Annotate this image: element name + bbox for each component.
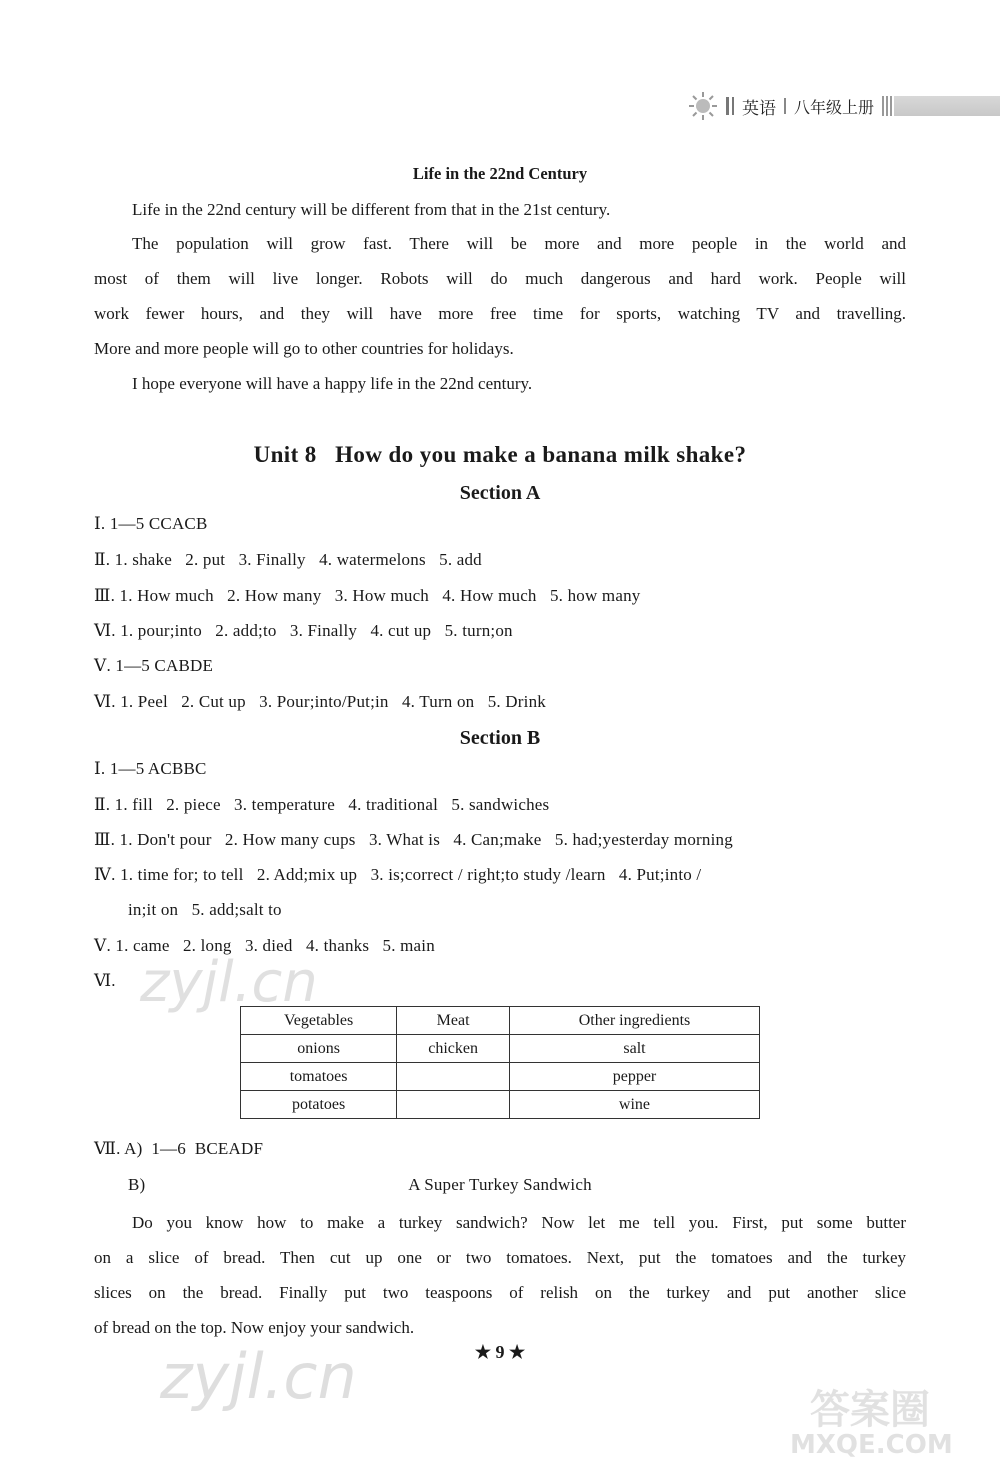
page-header <box>688 90 1000 122</box>
story-line: More and more people will go to other countries for holidays. <box>94 339 514 358</box>
header-divider <box>726 97 729 115</box>
sandwich-line: of bread on the top. Now enjoy your sandwich. <box>94 1318 415 1337</box>
watermark-mxqe: MXQE.COM <box>790 1430 953 1460</box>
header-band <box>894 96 1000 116</box>
sandwich-paragraph <box>94 1205 906 1345</box>
table-header-cell: Other ingredients <box>509 1007 759 1035</box>
answer-line: Ⅴ. 1. came 2. long 3. died 4. thanks 5. main <box>94 936 435 955</box>
table-cell: chicken <box>397 1035 510 1063</box>
table-header-cell: Meat <box>397 1007 510 1035</box>
header-stripes <box>882 96 892 116</box>
story-title: Life in the 22nd Century <box>412 164 588 183</box>
answer-line: Ⅲ. 1. How much 2. How many 3. How much 4. How much 5. how many <box>94 586 641 605</box>
story-line: most of them will live longer. Robots will do much dangerous and hard work. People will <box>94 269 906 288</box>
story-line: The population will grow fast. There will be more and more people in the world and <box>132 234 906 253</box>
table-cell: tomatoes <box>241 1063 397 1091</box>
table-cell: wine <box>509 1091 759 1119</box>
story-line: I hope everyone will have a happy life in the 22nd century. <box>132 374 533 393</box>
table-cell <box>397 1063 510 1091</box>
answer-line: Ⅵ. <box>94 971 116 990</box>
table-row <box>241 1035 760 1063</box>
table-header-row <box>241 1007 760 1035</box>
sandwich-line: slices on the bread. Finally put two teaspoons of relish on the turkey and put another slice <box>94 1283 906 1302</box>
table-cell: potatoes <box>241 1091 397 1119</box>
answer-line: Ⅲ. 1. Don't pour 2. How many cups 3. What is 4. Can;make 5. had;yesterday morning <box>94 830 733 849</box>
section-a-title: Section A <box>459 482 541 504</box>
answer-line: Ⅱ. 1. fill 2. piece 3. temperature 4. traditional 5. sandwiches <box>94 795 550 814</box>
story-paragraph-2 <box>94 226 906 366</box>
unit-title: Unit 8 How do you make a banana milk shake? <box>253 442 747 467</box>
table-header-cell: Vegetables <box>241 1007 397 1035</box>
table-cell: salt <box>509 1035 759 1063</box>
answer-line: Ⅱ. 1. shake 2. put 3. Finally 4. watermelons 5. add <box>94 550 482 569</box>
answer-line: Ⅰ. 1—5 ACBBC <box>94 759 207 778</box>
answer-line: Ⅴ. 1—5 CABDE <box>94 656 214 675</box>
header-subject: 英语 <box>742 98 776 119</box>
sandwich-title: A Super Turkey Sandwich <box>408 1175 592 1194</box>
table-cell: onions <box>241 1035 397 1063</box>
table-cell <box>397 1091 510 1119</box>
ingredients-table <box>240 1006 760 1119</box>
answer-line: Ⅵ. 1. pour;into 2. add;to 3. Finally 4. cut up 5. turn;on <box>94 621 513 640</box>
sandwich-line: on a slice of bread. Then cut up one or two tomatoes. Next, put the tomatoes and the turkey <box>94 1248 906 1267</box>
table-cell: pepper <box>509 1063 759 1091</box>
table-row <box>241 1091 760 1119</box>
table-row <box>241 1063 760 1091</box>
answer-line: Ⅰ. 1—5 CCACB <box>94 514 208 533</box>
watermark-answer-circle: 答案圈 <box>810 1387 930 1433</box>
header-divider <box>784 98 786 114</box>
sun-logo-icon <box>688 91 718 121</box>
section-b-title: Section B <box>459 727 541 749</box>
answer-line: Ⅵ. 1. Peel 2. Cut up 3. Pour;into/Put;in 4. Turn on 5. Drink <box>94 692 546 711</box>
answer-line: Ⅶ. A) 1—6 BCEADF <box>94 1139 264 1158</box>
answer-line: in;it on 5. add;salt to <box>128 900 282 919</box>
story-line: Life in the 22nd century will be different from that in the 21st century. <box>132 200 611 219</box>
page-number: ★ 9 ★ <box>474 1342 526 1362</box>
sandwich-line: Do you know how to make a turkey sandwich? Now let me tell you. First, put some butter <box>132 1213 906 1232</box>
story-paragraph-1 <box>94 192 906 227</box>
part-b-label: B) <box>128 1175 146 1194</box>
watermark-zyjl: zyjl.cn <box>140 950 318 1015</box>
story-line: work fewer hours, and they will have more free time for sports, watching TV and travelling. <box>94 304 906 323</box>
header-grade: 八年级上册 <box>794 97 875 117</box>
story-paragraph-3 <box>94 366 906 401</box>
watermark-zyjl: zyjl.cn <box>160 1340 357 1413</box>
answer-line: Ⅳ. 1. time for; to tell 2. Add;mix up 3. is;correct / right;to study /learn 4. Put;into / <box>94 865 702 884</box>
header-divider <box>732 97 734 115</box>
